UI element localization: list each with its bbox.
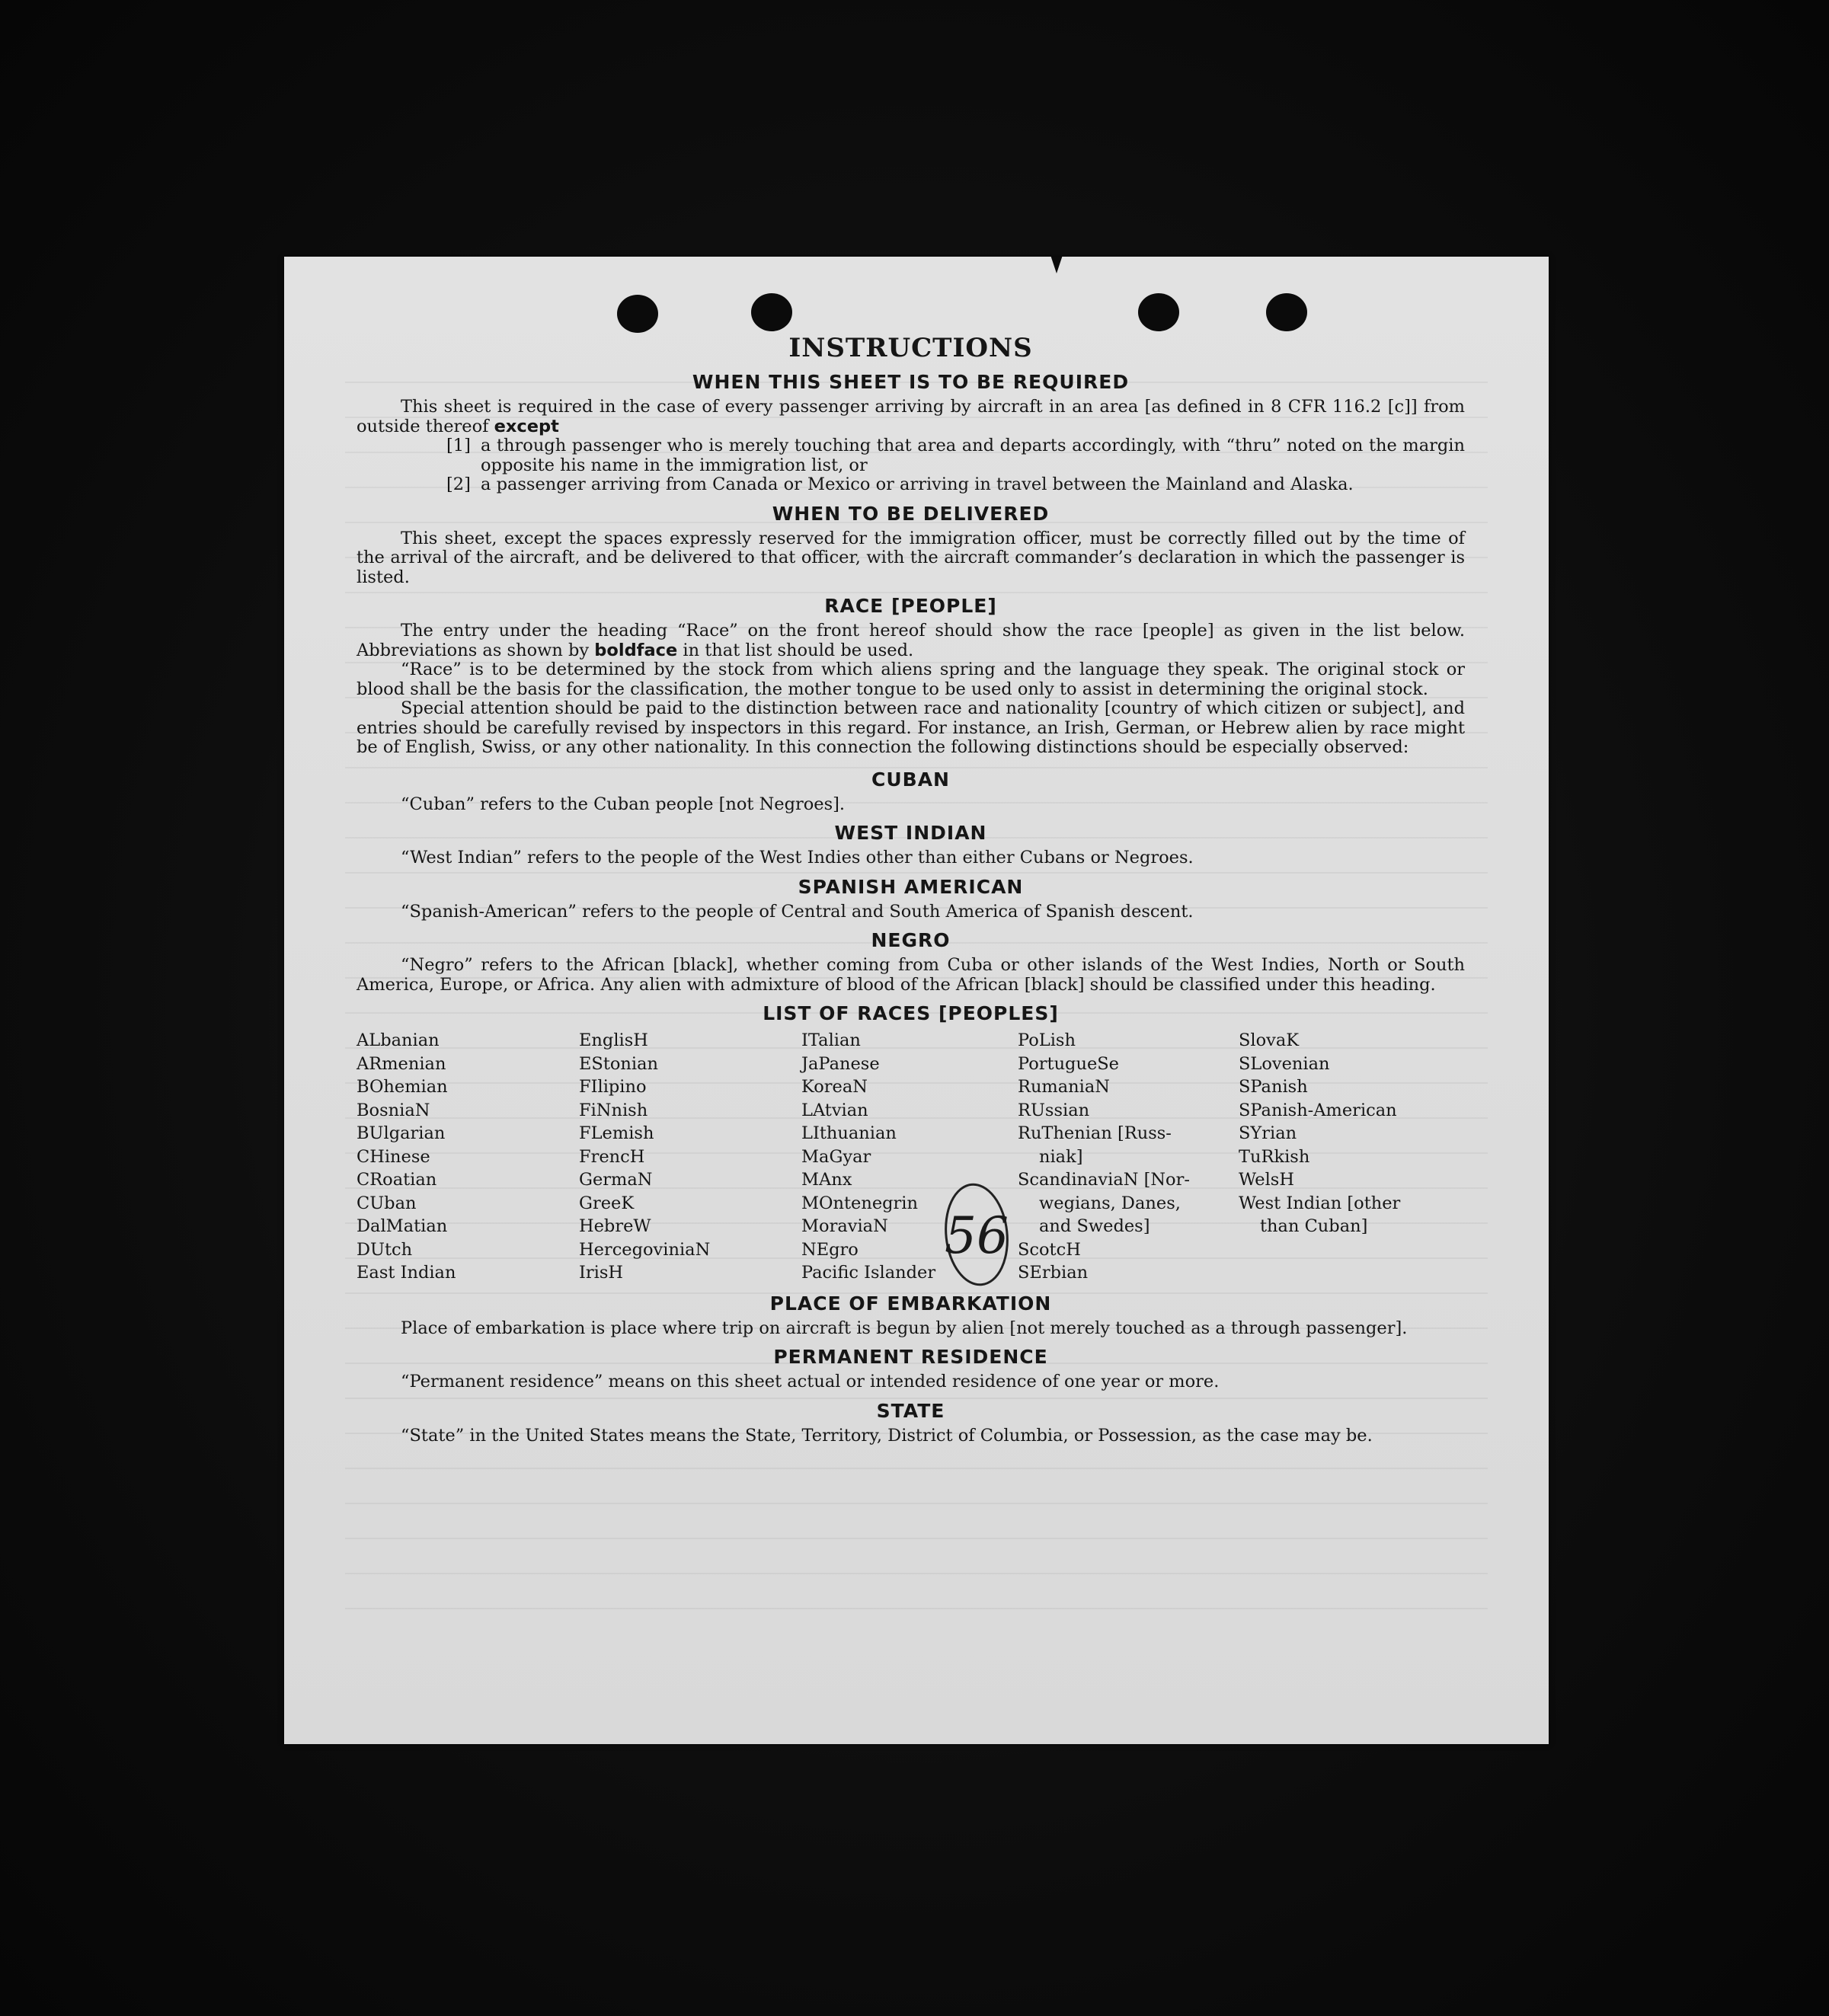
race-paragraph-1 xyxy=(357,621,1465,660)
race-entry: EnglisH xyxy=(579,1030,648,1050)
race-p1-boldface: boldface xyxy=(594,640,678,660)
race-entry: East Indian xyxy=(357,1263,456,1283)
races-column-2 xyxy=(579,1029,801,1285)
race-entry: MAnx xyxy=(801,1170,852,1190)
race-entry: CRoatian xyxy=(357,1170,437,1190)
punch-hole xyxy=(1138,293,1179,331)
heading-spanish-american: SPANISH AMERICAN xyxy=(798,875,1024,898)
race-entry: MaGyar xyxy=(801,1146,871,1167)
item-text: a passenger arriving from Canada or Mexico or arriving in travel between the Mainland and Alaska. xyxy=(481,474,1354,494)
race-entry: FIlipino xyxy=(579,1077,647,1097)
race-paragraph-2: “Race” is to be determined by the stock from which aliens spring and the language they speak. The original stock or blood shall be the basis for the classification, the mother tongue to be used only to assist in determining the original stock. xyxy=(357,660,1465,699)
heading-state: STATE xyxy=(876,1399,945,1422)
cuban-text: “Cuban” refers to the Cuban people [not Negroes]. xyxy=(401,794,846,814)
required-intro-except: except xyxy=(494,416,559,436)
race-entry: DalMatian xyxy=(357,1216,448,1236)
item-number: [2] xyxy=(446,474,471,494)
race-entry: LIthuanian xyxy=(801,1123,897,1143)
heading-permanent-residence: PERMANENT RESIDENCE xyxy=(773,1346,1048,1368)
state-text: “State” in the United States means the State, Territory, District of Columbia, or Possession, as the case may be. xyxy=(401,1425,1373,1446)
required-item-1 xyxy=(357,436,1465,475)
race-entry: JaPanese xyxy=(801,1053,880,1074)
race-entry: GreeK xyxy=(579,1193,635,1213)
race-entry: RUssian xyxy=(1018,1100,1090,1120)
race-entry: FiNnish xyxy=(579,1100,648,1120)
race-entry: PortugueSe xyxy=(1018,1053,1120,1074)
race-entry: BUlgarian xyxy=(357,1123,446,1143)
race-entry-continued: and Swedes] xyxy=(1039,1216,1150,1236)
item-number: [1] xyxy=(446,436,471,455)
race-entry: MoraviaN xyxy=(801,1216,888,1236)
heading-list-of-races: LIST OF RACES [PEOPLES] xyxy=(763,1002,1059,1024)
races-list xyxy=(357,1029,1465,1285)
race-entry: GermaN xyxy=(579,1170,653,1190)
race-entry: ARmenian xyxy=(357,1053,446,1074)
race-entry: RumaniaN xyxy=(1018,1077,1110,1097)
required-item-2 xyxy=(357,475,1465,495)
races-column-1 xyxy=(357,1029,579,1285)
race-entry: FrencH xyxy=(579,1146,645,1167)
race-entry: NEgro xyxy=(801,1239,859,1260)
heading-race: RACE [PEOPLE] xyxy=(824,595,997,617)
race-entry: SPanish xyxy=(1239,1077,1308,1097)
heading-cuban: CUBAN xyxy=(871,768,950,791)
handwritten-number-text: 56 xyxy=(945,1206,1009,1265)
race-entry: SLovenian xyxy=(1239,1053,1330,1074)
handwritten-circled-number xyxy=(940,1180,1013,1289)
spanish-american-text: “Spanish-American” refers to the people of Central and South America of Spanish descent. xyxy=(401,901,1194,922)
race-p1-text: The entry under the heading “Race” on the front hereof should show the race [people] as given in the list below. Abbreviations as shown by xyxy=(357,621,1465,660)
race-entry: ScotcH xyxy=(1018,1239,1081,1260)
top-notch xyxy=(1050,257,1063,273)
heading-required: WHEN THIS SHEET IS TO BE REQUIRED xyxy=(692,371,1130,393)
heading-negro: NEGRO xyxy=(871,929,951,951)
races-column-4 xyxy=(1018,1029,1239,1285)
race-entry: EStonian xyxy=(579,1053,659,1074)
race-paragraph-3: Special attention should be paid to the distinction between race and nationality [country of which citizen or subject], and entries should be carefully revised by inspectors in this regard. For instance, an Irish, German, or Hebrew alien by race might be of English, Swiss, or any other nationality. In this connection the following distinctions should be especially observed: xyxy=(357,698,1465,757)
race-p1-tail: in that list should be used. xyxy=(677,640,914,660)
race-entry: PoLish xyxy=(1018,1030,1076,1050)
race-entry: TuRkish xyxy=(1239,1146,1310,1167)
race-entry: HebreW xyxy=(579,1216,651,1236)
required-intro-text: This sheet is required in the case of every passenger arriving by aircraft in an area [as defined in 8 CFR 116.2 [c]] from outside thereof xyxy=(357,397,1465,436)
embarkation-text: Place of embarkation is place where trip on aircraft is begun by alien [not merely touched as a through passenger]. xyxy=(401,1318,1408,1338)
race-entry: BosniaN xyxy=(357,1100,430,1120)
instruction-sheet xyxy=(284,257,1549,1744)
heading-embarkation: PLACE OF EMBARKATION xyxy=(769,1292,1052,1315)
residence-text: “Permanent residence” means on this sheet actual or intended residence of one year or more. xyxy=(401,1372,1220,1391)
race-entry: LAtvian xyxy=(801,1100,868,1120)
race-entry: West Indian [other xyxy=(1239,1193,1401,1213)
race-entry-continued: niak] xyxy=(1039,1146,1083,1167)
race-entry-continued: than Cuban] xyxy=(1260,1216,1368,1236)
race-entry: SYrian xyxy=(1239,1123,1297,1143)
punch-hole xyxy=(751,293,792,331)
race-entry: ITalian xyxy=(801,1030,861,1050)
race-entry: SErbian xyxy=(1018,1263,1089,1283)
race-entry: WelsH xyxy=(1239,1170,1294,1190)
document-body xyxy=(357,333,1465,1446)
race-entry: HercegoviniaN xyxy=(579,1239,711,1260)
races-column-5 xyxy=(1239,1029,1460,1285)
race-entry: MOntenegrin xyxy=(801,1193,918,1213)
west-indian-text: “West Indian” refers to the people of the West Indies other than either Cubans or Negroes. xyxy=(401,848,1194,867)
race-entry: CUban xyxy=(357,1193,417,1213)
required-intro xyxy=(357,398,1465,436)
race-entry-continued: wegians, Danes, xyxy=(1039,1193,1181,1213)
race-entry: BOhemian xyxy=(357,1077,448,1097)
race-entry: DUtch xyxy=(357,1239,413,1260)
race-entry: SlovaK xyxy=(1239,1030,1300,1050)
race-entry: FLemish xyxy=(579,1123,654,1143)
race-entry: KoreaN xyxy=(801,1077,868,1097)
race-entry: SPanish-American xyxy=(1239,1100,1397,1120)
race-entry: RuThenian [Russ- xyxy=(1018,1123,1172,1143)
heading-west-indian: WEST INDIAN xyxy=(834,822,987,844)
punch-hole xyxy=(617,295,658,333)
heading-delivered: WHEN TO BE DELIVERED xyxy=(772,502,1050,525)
race-entry: CHinese xyxy=(357,1146,430,1167)
race-entry: Pacific Islander xyxy=(801,1263,936,1283)
race-entry: ScandinaviaN [Nor- xyxy=(1018,1170,1190,1190)
item-text: a through passenger who is merely touching that area and departs accordingly, with “thru” noted on the margin opposite his name in the immigration list, or xyxy=(481,436,1465,475)
delivered-text: This sheet, except the spaces expressly reserved for the immigration officer, must be correctly filled out by the time of the arrival of the aircraft, and be delivered to that officer, with the aircraft commander’s declaration in which the passenger is listed. xyxy=(357,528,1465,587)
page-title: INSTRUCTIONS xyxy=(788,333,1033,363)
negro-text: “Negro” refers to the African [black], whether coming from Cuba or other islands of the West Indies, North or South America, Europe, or Africa. Any alien with admixture of blood of the African [black] should be classified under this heading. xyxy=(357,955,1465,995)
race-entry: IrisH xyxy=(579,1263,624,1283)
punch-hole xyxy=(1266,293,1307,331)
race-entry: ALbanian xyxy=(357,1030,440,1050)
